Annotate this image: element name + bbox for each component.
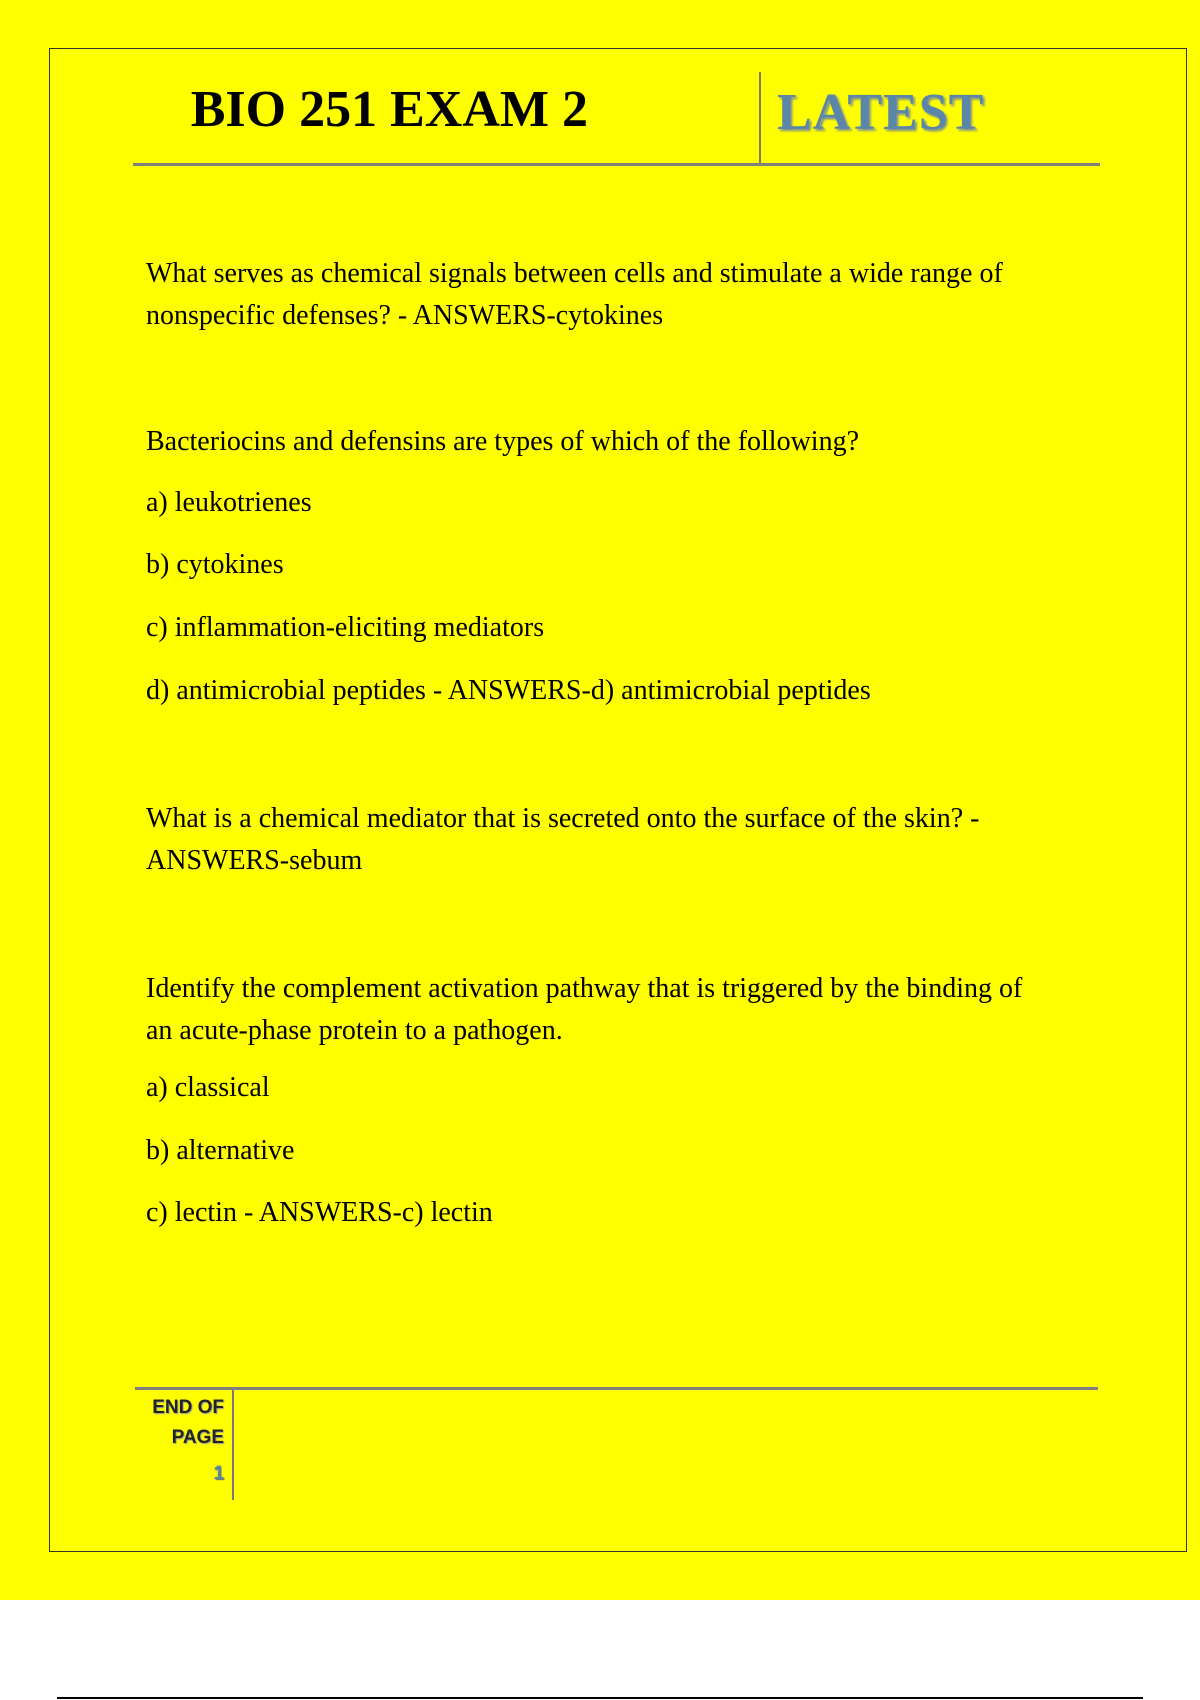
page-title: BIO 251 EXAM 2 (190, 81, 588, 138)
answer-option: a) leukotrienes (146, 487, 312, 518)
end-of-page-line1: END OF (152, 1397, 224, 1418)
header-divider (759, 72, 761, 164)
answer-option: a) classical (146, 1072, 270, 1103)
footer-rule (135, 1387, 1098, 1390)
answer-option: d) antimicrobial peptides - ANSWERS-d) antimicrobial peptides (146, 675, 871, 706)
answer-option: b) cytokines (146, 549, 284, 580)
answer-option: c) inflammation-eliciting mediators (146, 612, 545, 643)
answer-option: b) alternative (146, 1135, 295, 1166)
question-text: What serves as chemical signals between cells and stimulate a wide range of nonspecific defenses? - ANSWERS-cytokines (146, 258, 1003, 331)
header-rule (133, 163, 1100, 166)
bottom-rule (57, 1697, 1143, 1699)
question-4 (146, 968, 1106, 1228)
footer-divider (232, 1390, 234, 1500)
question-text: Identify the complement activation pathway that is triggered by the binding of an acute-phase protein to a pathogen. (146, 973, 1023, 1046)
end-of-page-label (124, 1393, 224, 1453)
end-of-page-line2: PAGE (171, 1427, 224, 1448)
question-1 (146, 253, 1106, 337)
latest-tag: LATEST (777, 84, 985, 141)
question-text: Bacteriocins and defensins are types of which of the following? (146, 426, 860, 457)
question-text: What is a chemical mediator that is secreted onto the surface of the skin? - ANSWERS-sebum (146, 803, 980, 876)
page-number: 1 (213, 1463, 224, 1484)
question-3 (146, 798, 1106, 882)
answer-option: c) lectin - ANSWERS-c) lectin (146, 1197, 493, 1228)
page-header (133, 70, 1100, 166)
